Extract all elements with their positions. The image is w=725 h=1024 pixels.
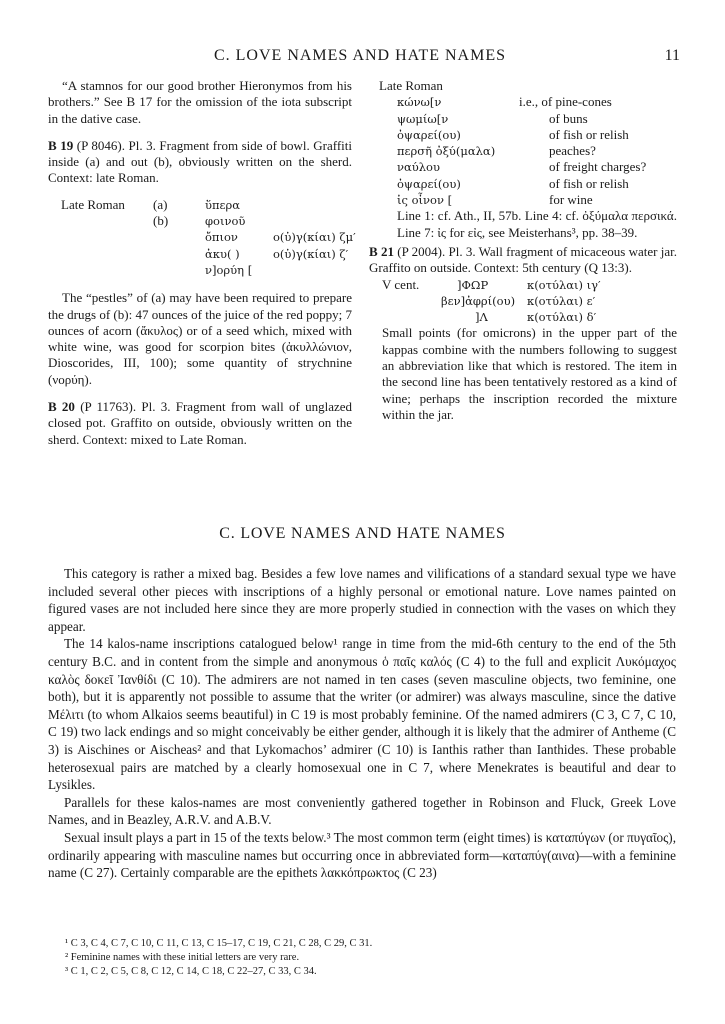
entry-description: (P 2004). Pl. 3. Wall fragment of micaceous water jar. Graffito on outside. Context: 5th century (Q 13:3).: [369, 243, 678, 276]
left-column: [48, 78, 356, 448]
section-body: [48, 565, 676, 882]
greek-text: ναύλου: [397, 160, 440, 175]
pestles-paragraph: The “pestles” of (a) may have been required to prepare the drugs of (b): 47 ounces of the juice of the red poppy; 7 ounces of acorn (ἄκυλος) or of a seed which, mixed with white wine, was good for scorpion bites (ἀκυλλώνιον, Dioscorides, III, 100); some quantity of strychnine (νορύη).: [48, 290, 352, 387]
translation: for wine: [549, 192, 593, 208]
translation: of fish or relish: [549, 175, 629, 191]
page-number: 11: [664, 47, 680, 64]
paragraph-intro: This category is rather a mixed bag. Besides a few love names and vilifications of a standard sexual type we have included several other pieces with inscriptions of a highly personal or emotional nature. Love names painted on figured vases are not included here since they are more properly studied in connection with the vases on which they appear.: [48, 566, 676, 634]
entry-b19: [48, 138, 352, 187]
section-title: C. LOVE NAMES AND HATE NAMES: [219, 525, 506, 542]
footnote: ³ C 1, C 2, C 5, C 8, C 12, C 14, C 18, C 22–27, C 33, C 34.: [65, 966, 317, 977]
paragraph-sexual-insult: Sexual insult plays a part in 15 of the texts below.³ The most common term (eight times) is καταπύγων (or πυγαῖος), ordinarily appearing with masculine names but occurring once in abbreviated form—καταπύγ(αινα)—with a feminine name (C 27). Certainly comparable are the epithets λακκόπρωκτος (C 23): [48, 829, 676, 881]
period-label: Late Roman: [379, 78, 443, 93]
footnote: ² Feminine names with these initial letters are very rare.: [65, 952, 300, 963]
line-notes: Line 1: cf. Ath., II, 57b. Line 4: cf. ὀξύμαλα περσικά. Line 7: ἰς for εἰς, see Meisterhans³, pp. 38–39.: [397, 208, 677, 240]
entry-description: (P 11763). Pl. 3. Fragment from wall of unglazed closed pot. Graffito on outside, obviously written on the sherd. Context: mixed to Late Roman.: [48, 399, 352, 447]
greek-text: ν]ορύη [: [205, 262, 253, 277]
small-points-paragraph: Small points (for omicrons) in the upper part of the kappas combine with the numbers following to suggest an abbreviation like that which is restored. The item in the second line has been tentatively restored as a kind of wine; perhaps the inscription recorded the mixture within the jar.: [382, 325, 677, 422]
entry-description: (P 8046). Pl. 3. Fragment from side of bowl. Graffiti inside (a) and out (b), obviously written on the sherd. Context: late Roman.: [48, 137, 353, 186]
greek-text: ὄπιον: [205, 230, 238, 245]
greek-text: περσῆ ὀξύ(μαλα): [397, 144, 496, 159]
b19-inscription: [48, 196, 356, 278]
side-label: (a): [153, 196, 168, 212]
greek-text: ψωμίω[ν: [397, 111, 449, 126]
greek-text: ὀψαρεί(ου): [397, 176, 461, 191]
greek-text: ]ΦΩΡ: [457, 277, 489, 292]
greek-amount: κ(οτύλαι) ιγ′: [527, 277, 601, 292]
greek-amount: ο(ὐ)γ(κίαι) ζ′: [273, 246, 349, 261]
b21-inscription: [369, 277, 677, 326]
greek-amount: κ(οτύλαι) ε′: [527, 293, 596, 308]
greek-text: ἰς οἶνον [: [397, 193, 453, 208]
entry-b21: [369, 244, 677, 277]
greek-text: φοινοῦ: [205, 214, 246, 229]
period-label: Late Roman: [61, 196, 125, 212]
paragraph-kalos-names: The 14 kalos-name inscriptions catalogued below¹ range in time from the mid-6th century to the end of the 5th century B.C. and in content from the simple and anonymous ὁ παῖς καλός (C 4) to the full and explicit Λυκόμαχος καλὸς δοκεῖ Ἰανθίδι (C 10). The admirers are not named in ten cases (seven masculine objects, two feminine, one both), but it is apparently not possible to assume that the writer (or admirer) was always masculine, since the dative Μέλιτι (to whom Alkaios seems beautiful) in C 19 is most probably feminine. Of the named admirers (C 3, C 7, C 10, C 19) two lack endings and so might conceivably be either gender, although it is likely that the admirer of Antheme (C 3) is Aischines or Aischeas² and that Lykomachos’ admirer (C 10) is Ianthis rather than Ianthides. These probable heterosexual pairs are matched by a clearly homosexual one in C 7, where Menekrates is beautiful and dear to Lysikles.: [48, 636, 676, 793]
right-column: [369, 78, 677, 423]
greek-text: ]Λ: [475, 310, 488, 325]
greek-amount: κ(οτύλαι) δ′: [527, 310, 597, 325]
entry-id: B 21: [369, 243, 394, 259]
entry-id: B 19: [48, 137, 74, 153]
period-label: V cent.: [382, 276, 420, 292]
greek-amount: ο(ὐ)γ(κίαι) ζμ′: [273, 230, 356, 245]
greek-text: ὕπερα: [205, 197, 241, 212]
footnote: ¹ C 3, C 4, C 7, C 10, C 11, C 13, C 15–17, C 19, C 21, C 28, C 29, C 31.: [65, 938, 373, 949]
greek-text: κώνω[ν: [397, 95, 442, 110]
running-header: C. LOVE NAMES AND HATE NAMES: [213, 47, 506, 64]
side-label: (b): [153, 213, 169, 229]
translation: of fish or relish: [549, 126, 629, 142]
stamnos-paragraph: “A stamnos for our good brother Hieronymos from his brothers.” See B 17 for the omission of the iota subscript in the dative case.: [48, 78, 352, 126]
greek-text: βεν]ἀφρί(ου): [441, 293, 516, 308]
translation: peaches?: [549, 143, 596, 159]
b20-inscription: [369, 94, 677, 208]
paragraph-parallels: Parallels for these kalos-names are most conveniently gathered together in Robinson and Fluck, Greek Love Names, and in Beazley, A.R.V. and A.B.V.: [48, 794, 676, 828]
greek-text: ὀψαρεί(ου): [397, 127, 461, 142]
entry-b20: [48, 399, 352, 448]
entry-id: B 20: [48, 399, 75, 415]
translation: of freight charges?: [549, 159, 647, 175]
translation: i.e., of pine-cones: [519, 94, 612, 110]
footnotes: [65, 937, 675, 979]
greek-text: ἀκυ( ): [205, 246, 240, 261]
translation: of buns: [549, 110, 588, 126]
